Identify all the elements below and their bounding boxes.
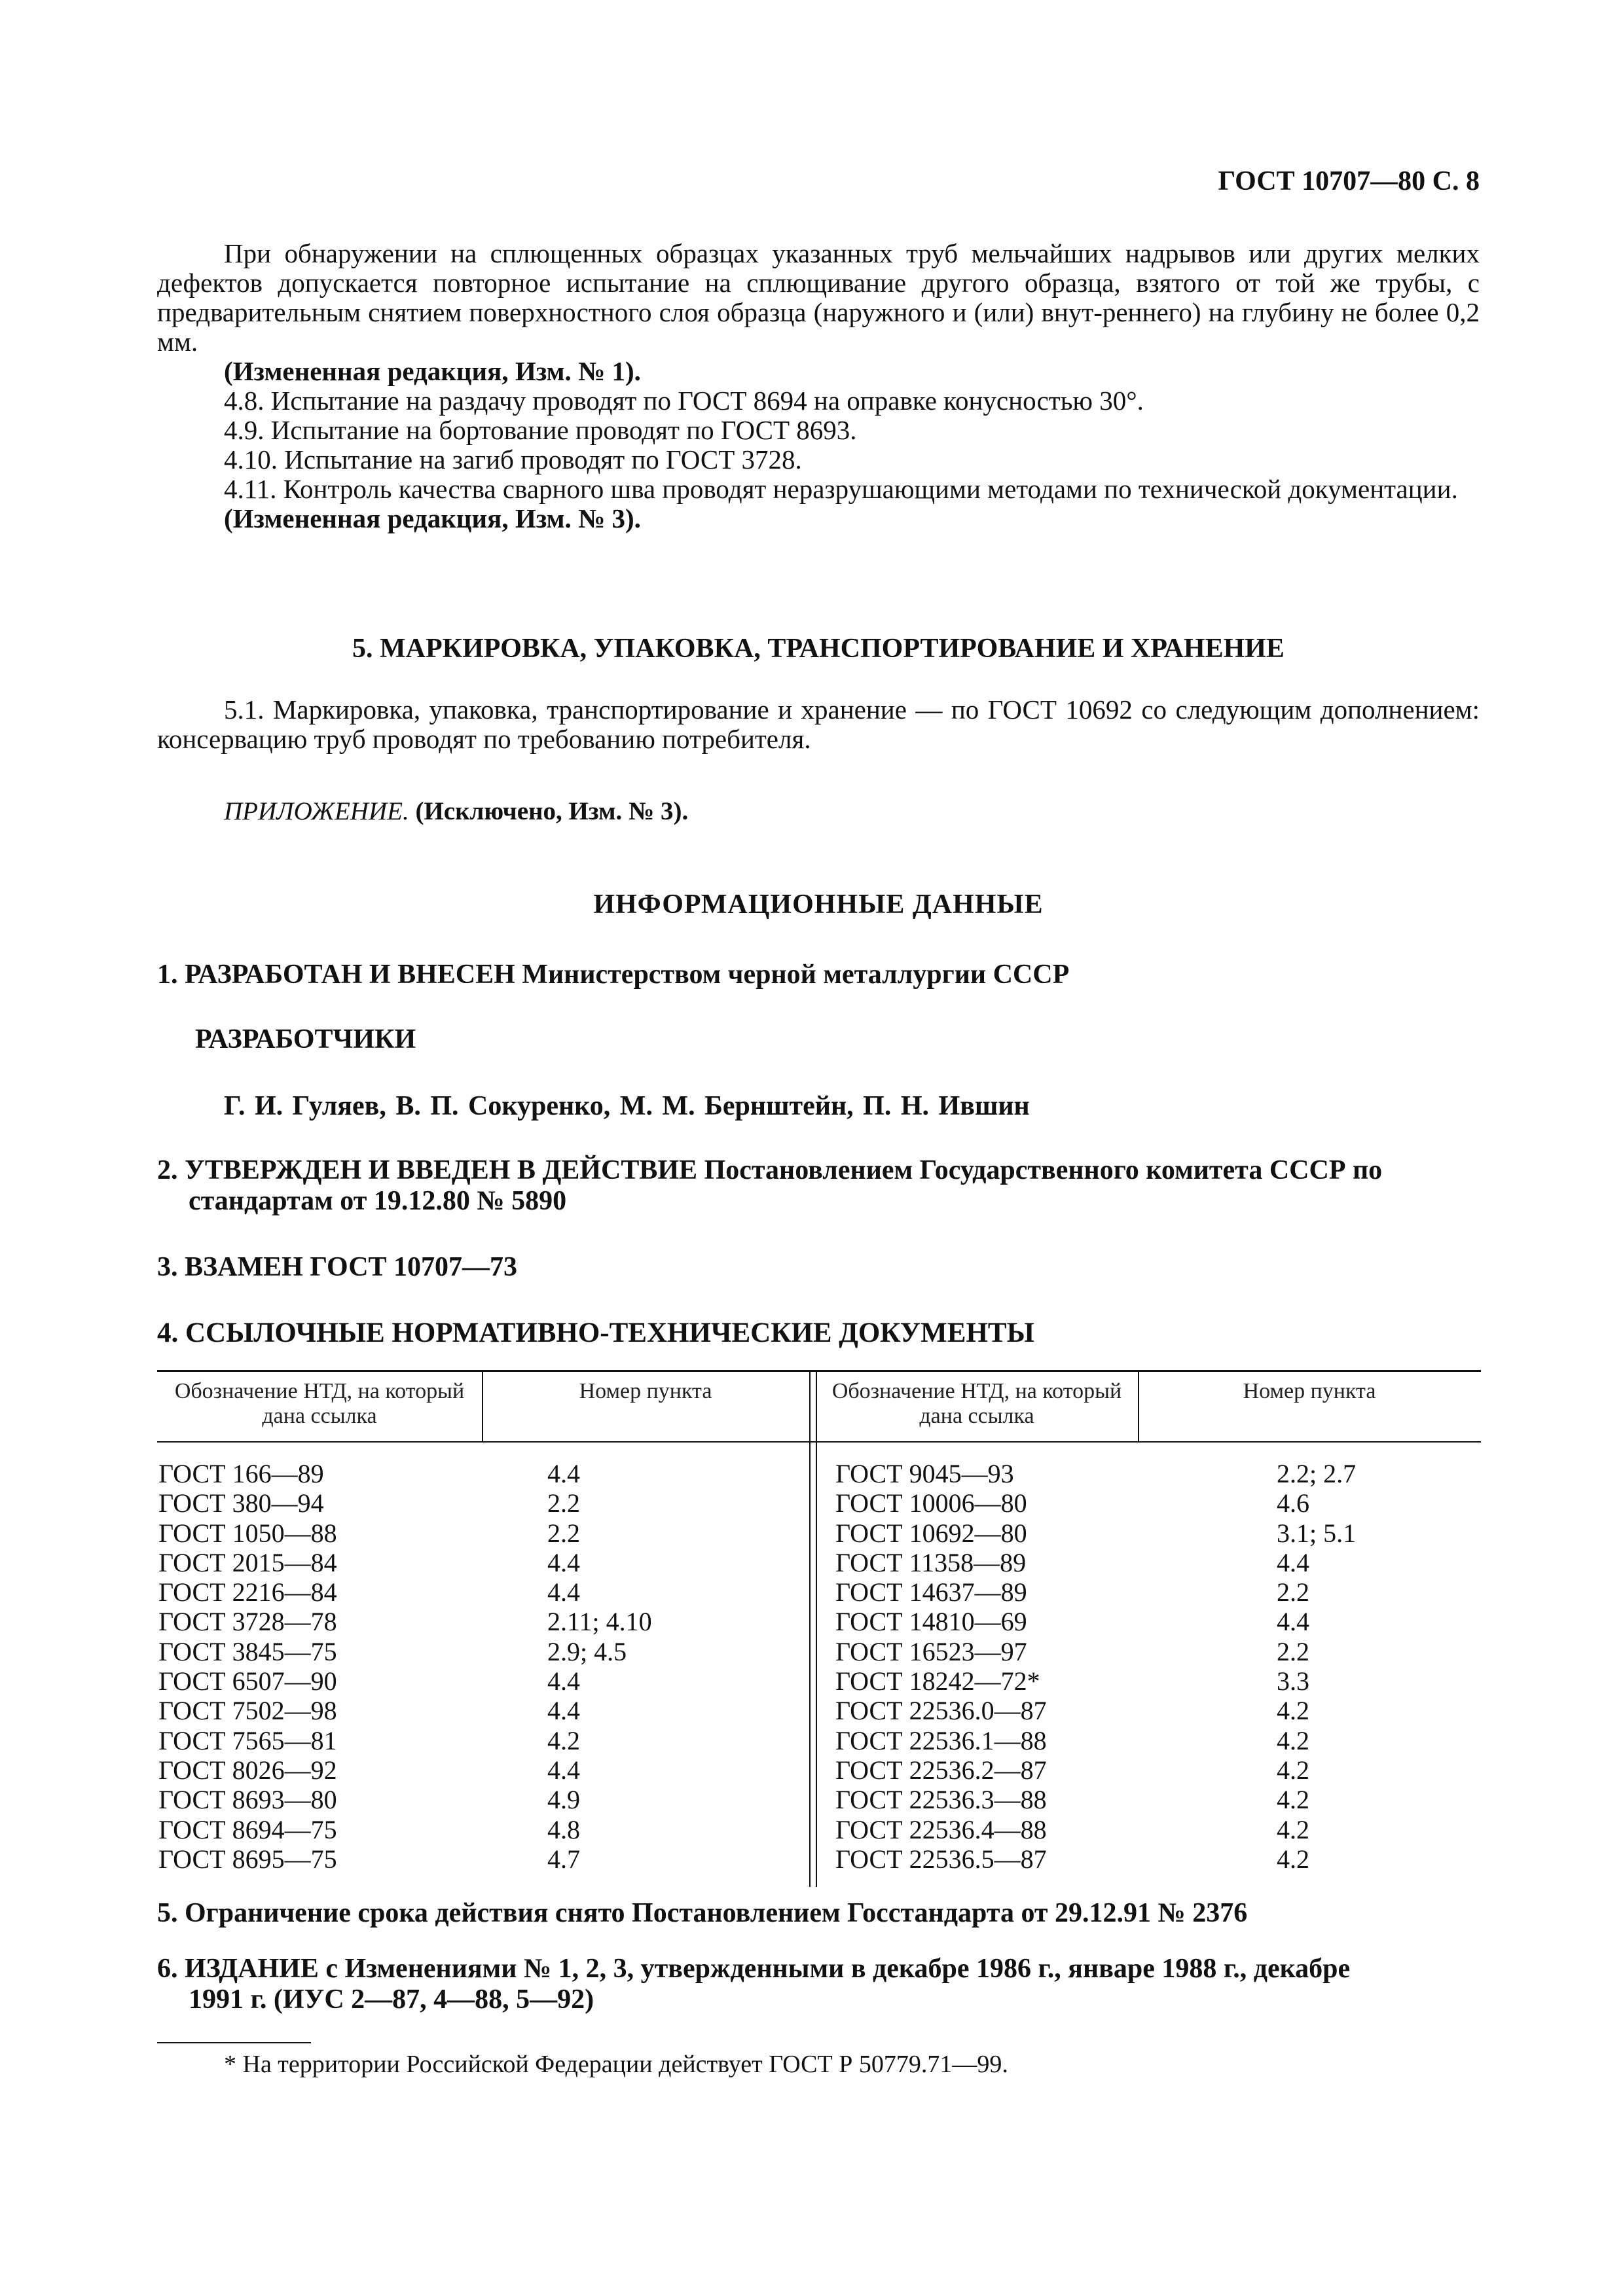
table-cell: ГОСТ 2015—84 <box>158 1547 337 1577</box>
developers-label: РАЗРАБОТЧИКИ <box>195 1024 416 1054</box>
table-cell: 4.2 <box>1277 1696 1309 1726</box>
info-data-title: ИНФОРМАЦИОННЫЕ ДАННЫЕ <box>593 889 1044 920</box>
clause-4-10: 4.10. Испытание на загиб проводят по ГОСТ 3728. <box>224 444 802 475</box>
table-cell: ГОСТ 7502—98 <box>158 1696 337 1726</box>
table-cell: 4.9 <box>547 1785 580 1815</box>
footnote: * На территории Российской Федерации действует ГОСТ Р 50779.71—99. <box>224 2051 1008 2078</box>
table-cell: 2.2 <box>1277 1636 1309 1666</box>
info-item-5: 5. Ограничение срока действия снято Постановлением Госстандарта от 29.12.91 № 2376 <box>157 1898 1248 1928</box>
table-cell: ГОСТ 22536.1—88 <box>835 1725 1047 1755</box>
table-cell: ГОСТ 14810—69 <box>835 1607 1027 1637</box>
section-5-title: 5. МАРКИРОВКА, УПАКОВКА, ТРАНСПОРТИРОВАНИЕ И ХРАНЕНИЕ <box>352 634 1285 664</box>
clause-4-9: 4.9. Испытание на бортование проводят по ГОСТ 8693. <box>224 415 857 445</box>
col-right-items <box>1277 1459 1356 1874</box>
table-cell: ГОСТ 7565—81 <box>158 1725 337 1755</box>
table-cell: ГОСТ 8694—75 <box>158 1814 337 1844</box>
table-cell: 3.3 <box>1277 1666 1309 1696</box>
table-cell: ГОСТ 11358—89 <box>835 1547 1027 1577</box>
header-item-right: Номер пункта <box>1243 1379 1376 1403</box>
header-doc-right: Обозначение НТД, на который дана ссылка <box>831 1379 1122 1428</box>
developers-names: Г. И. Гуляев, В. П. Сокуренко, М. М. Бернштейн, П. Н. Ившин <box>224 1091 1030 1121</box>
table-cell: 4.2 <box>1277 1785 1309 1815</box>
info-item-2-line2: стандартам от 19.12.80 № 5890 <box>189 1186 567 1216</box>
info-item-2-line1: 2. УТВЕРЖДЕН И ВВЕДЕН В ДЕЙСТВИЕ Постановлением Государственного комитета СССР по <box>157 1155 1383 1185</box>
appendix-label: ПРИЛОЖЕНИЕ. <box>224 797 409 825</box>
table-cell: ГОСТ 22536.2—87 <box>835 1755 1047 1785</box>
table-cell: 4.2 <box>1277 1844 1309 1874</box>
table-cell: 4.6 <box>1277 1488 1309 1518</box>
table-top-rule <box>157 1370 1481 1372</box>
table-cell: ГОСТ 22536.3—88 <box>835 1785 1047 1815</box>
header-item-left: Номер пункта <box>579 1379 712 1403</box>
table-cell: 4.4 <box>547 1755 580 1785</box>
col-right-docs <box>835 1459 1047 1874</box>
table-cell: ГОСТ 14637—89 <box>835 1577 1027 1607</box>
info-item-2 <box>157 1155 1493 1217</box>
amendment-note-1: (Измененная редакция, Изм. № 1). <box>224 356 641 386</box>
table-double-divider-a <box>809 1370 811 1887</box>
table-cell: ГОСТ 2216—84 <box>158 1577 337 1607</box>
table-cell: 4.8 <box>547 1814 580 1844</box>
amendment-note-3: (Измененная редакция, Изм. № 3). <box>224 503 641 533</box>
table-cell: ГОСТ 166—89 <box>158 1459 324 1488</box>
footnote-rule <box>157 2042 311 2043</box>
clause-4-11: 4.11. Контроль качества сварного шва проводят неразрушающими методами по технической документации. <box>224 474 1458 504</box>
table-cell: ГОСТ 3845—75 <box>158 1636 337 1666</box>
clause-5-1: 5.1. Маркировка, упаковка, транспортирование и хранение — по ГОСТ 10692 со следующим дополнением: консервацию труб проводят по требованию потребителя. <box>157 694 1480 754</box>
info-item-1: 1. РАЗРАБОТАН И ВНЕСЕН Министерством черной металлургии СССР <box>157 960 1070 990</box>
table-cell: ГОСТ 8693—80 <box>158 1785 337 1815</box>
table-cell: ГОСТ 10692—80 <box>835 1518 1027 1548</box>
table-cell: 2.2 <box>547 1488 580 1518</box>
appendix-line <box>224 797 688 826</box>
table-cell: ГОСТ 3728—78 <box>158 1607 337 1637</box>
table-cell: 4.4 <box>547 1666 580 1696</box>
page-header: ГОСТ 10707—80 С. 8 <box>1218 166 1480 196</box>
table-cell: ГОСТ 22536.4—88 <box>835 1814 1047 1844</box>
info-item-6 <box>157 1954 1493 2015</box>
table-cell: 3.1; 5.1 <box>1277 1518 1357 1548</box>
reference-documents-table <box>157 1370 1481 1887</box>
info-item-6-line2: 1991 г. (ИУС 2—87, 4—88, 5—92) <box>189 1984 594 2015</box>
table-cell: 4.7 <box>547 1844 580 1874</box>
table-cell: ГОСТ 6507—90 <box>158 1666 337 1696</box>
table-cell: 4.4 <box>1277 1547 1309 1577</box>
header-doc-left: Обозначение НТД, на который дана ссылка <box>174 1379 465 1428</box>
body-text-block <box>157 239 1480 533</box>
table-cell: ГОСТ 22536.0—87 <box>835 1696 1047 1726</box>
table-cell: 4.2 <box>1277 1755 1309 1785</box>
clause-4-8: 4.8. Испытание на раздачу проводят по ГОСТ 8694 на оправке конусностью 30°. <box>224 386 1144 416</box>
table-cell: 4.4 <box>547 1459 580 1488</box>
info-item-4: 4. ССЫЛОЧНЫЕ НОРМАТИВНО-ТЕХНИЧЕСКИЕ ДОКУМЕНТЫ <box>157 1318 1034 1348</box>
table-cell: 4.4 <box>547 1577 580 1607</box>
table-cell: ГОСТ 1050—88 <box>158 1518 337 1548</box>
table-cell: ГОСТ 9045—93 <box>835 1459 1014 1488</box>
table-cell: 2.11; 4.10 <box>547 1607 652 1637</box>
table-cell: 4.4 <box>1277 1607 1309 1637</box>
table-cell: 2.2 <box>1277 1577 1309 1607</box>
table-cell: ГОСТ 8026—92 <box>158 1755 337 1785</box>
table-cell: 2.9; 4.5 <box>547 1636 627 1666</box>
paragraph-flattening-retest: При обнаружении на сплющенных образцах указанных труб мельчайших надрывов или других мелких дефектов допускается повторное испытание на сплющивание другого образца, взятого от той же трубы, с предварительным снятием поверхностного слоя образца (наружного и (или) внут-реннего) на глубину не более 0,2 мм. <box>157 238 1480 357</box>
table-cell: 4.2 <box>1277 1725 1309 1755</box>
table-cell: 4.2 <box>547 1725 580 1755</box>
table-cell: ГОСТ 380—94 <box>158 1488 324 1518</box>
info-item-3: 3. ВЗАМЕН ГОСТ 10707—73 <box>157 1252 518 1282</box>
table-header-rule <box>157 1441 1481 1443</box>
col-left-docs <box>158 1459 337 1874</box>
table-cell: ГОСТ 16523—97 <box>835 1636 1027 1666</box>
table-double-divider-b <box>816 1370 817 1887</box>
table-cell: ГОСТ 18242—72* <box>835 1666 1040 1696</box>
appendix-excluded-note: (Исключено, Изм. № 3). <box>415 797 689 825</box>
table-cell: ГОСТ 10006—80 <box>835 1488 1027 1518</box>
table-cell: ГОСТ 8695—75 <box>158 1844 337 1874</box>
table-cell: ГОСТ 22536.5—87 <box>835 1844 1047 1874</box>
col-left-items <box>547 1459 652 1874</box>
table-cell: 4.4 <box>547 1547 580 1577</box>
info-item-6-line1: 6. ИЗДАНИЕ с Изменениями № 1, 2, 3, утвержденными в декабре 1986 г., январе 1988 г., декабре <box>157 1954 1351 1984</box>
table-cell: 4.2 <box>1277 1814 1309 1844</box>
table-cell: 2.2; 2.7 <box>1277 1459 1357 1488</box>
table-cell: 2.2 <box>547 1518 580 1548</box>
table-cell: 4.4 <box>547 1696 580 1726</box>
